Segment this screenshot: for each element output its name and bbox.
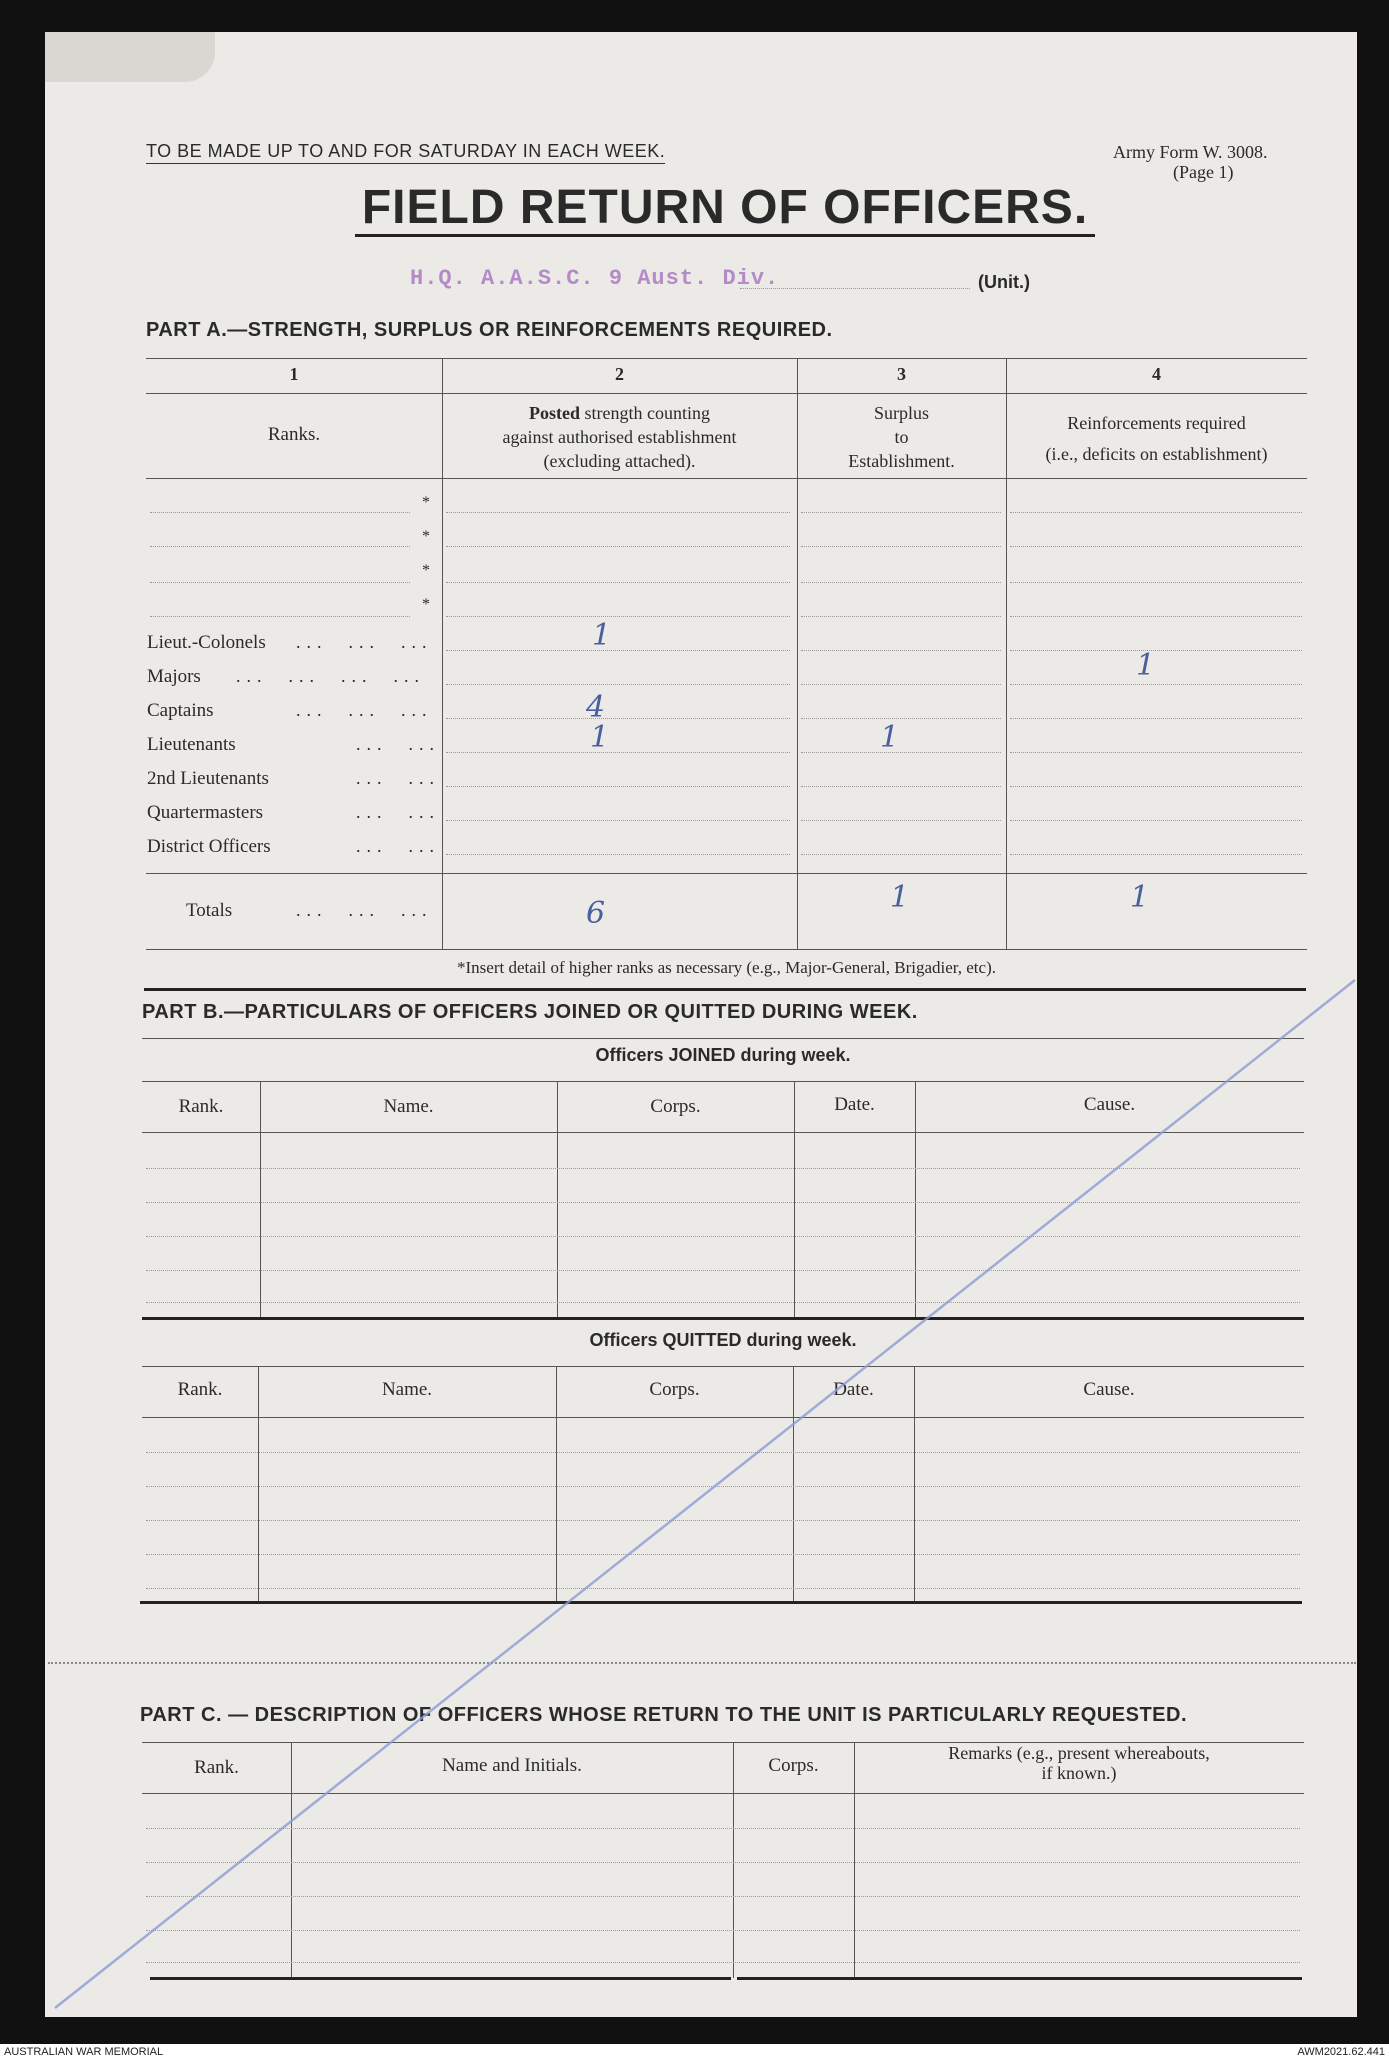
page-number: (Page 1) bbox=[1173, 162, 1234, 182]
part-a-title: PART A.—STRENGTH, SURPLUS OR REINFORCEMENTS REQUIRED. bbox=[146, 319, 833, 341]
rank-2nd-lieutenants: 2nd Lieutenants bbox=[147, 768, 269, 789]
rank-quartermasters: Quartermasters bbox=[147, 802, 264, 823]
rank-majors: Majors bbox=[147, 666, 201, 687]
col-number-3: 3 bbox=[897, 364, 906, 384]
remarks-line1: Remarks (e.g., present whereabouts, bbox=[948, 1743, 1210, 1763]
unit-label: (Unit.) bbox=[978, 272, 1030, 292]
posted-header-line3: (excluding attached). bbox=[543, 451, 696, 471]
joined-col-date: Date. bbox=[834, 1094, 875, 1115]
part-b-title: PART B.—PARTICULARS OF OFFICERS JOINED OR QUITTED DURING WEEK. bbox=[142, 1001, 918, 1023]
quitted-title: Officers QUITTED during week. bbox=[589, 1330, 857, 1350]
joined-title: Officers JOINED during week. bbox=[595, 1045, 851, 1065]
quitted-col-rank: Rank. bbox=[177, 1379, 223, 1400]
surplus-total-entry: 1 bbox=[890, 880, 910, 915]
rank-lieut-colonels: Lieut.-Colonels bbox=[147, 632, 266, 653]
part-c-title: PART C. — DESCRIPTION OF OFFICERS WHOSE RETURN TO THE UNIT IS PARTICULARLY REQUESTED. bbox=[140, 1704, 1188, 1726]
joined-col-name: Name. bbox=[383, 1096, 434, 1117]
asterisk-4: * bbox=[422, 596, 430, 613]
archive-name: AUSTRALIAN WAR MEMORIAL bbox=[4, 2046, 164, 2058]
reinforcements-header-line1: Reinforcements required bbox=[1067, 413, 1246, 433]
rank-district-officers: District Officers bbox=[147, 836, 271, 857]
reinf-majors-entry: 1 bbox=[1136, 648, 1156, 683]
part-a-footnote: *Insert detail of higher ranks as necessary (e.g., Major-General, Brigadier, etc). bbox=[457, 958, 996, 977]
reinforcements-header-line2: (i.e., deficits on establishment) bbox=[1045, 444, 1268, 464]
posted-header-line2: against authorised establishment bbox=[502, 427, 737, 447]
leader-dots: ... ... bbox=[356, 802, 440, 822]
posted-total-entry: 6 bbox=[586, 896, 606, 931]
surplus-header-line1: Surplus bbox=[873, 403, 929, 423]
form-number: Army Form W. 3008. bbox=[1113, 142, 1268, 162]
rank-captains: Captains bbox=[147, 700, 214, 721]
page-title: FIELD RETURN OF OFFICERS. bbox=[355, 182, 1095, 237]
part-c-col-corps: Corps. bbox=[768, 1755, 819, 1776]
archive-footer bbox=[0, 2044, 1389, 2061]
col-number-4: 4 bbox=[1152, 364, 1161, 384]
quitted-col-cause: Cause. bbox=[1083, 1379, 1135, 1400]
leader-dots: ... ... ... bbox=[296, 700, 433, 720]
part-c-col-name: Name and Initials. bbox=[442, 1755, 582, 1776]
reinf-total-entry: 1 bbox=[1130, 880, 1150, 915]
surplus-header-line2: to bbox=[894, 427, 909, 447]
posted-captains-entry: 4 bbox=[586, 690, 606, 725]
instruction-text: TO BE MADE UP TO AND FOR SATURDAY IN EACH WEEK. bbox=[146, 141, 665, 164]
remarks-line2: if known.) bbox=[1041, 1763, 1117, 1783]
joined-col-rank: Rank. bbox=[178, 1096, 224, 1117]
quitted-col-date: Date. bbox=[833, 1379, 874, 1400]
leader-dots: ... ... bbox=[356, 836, 440, 856]
unit-stamp: H.Q. A.A.S.C. 9 Aust. Div. bbox=[410, 266, 780, 291]
asterisk-1: * bbox=[422, 494, 430, 511]
archive-reference: AWM2021.62.441 bbox=[1297, 2046, 1385, 2058]
part-c-col-rank: Rank. bbox=[194, 1757, 239, 1778]
asterisk-2: * bbox=[422, 528, 430, 545]
surplus-lieutenants-entry: 1 bbox=[880, 720, 900, 755]
posted-lieutenants-entry: 1 bbox=[590, 720, 610, 755]
surplus-header-line3: Establishment. bbox=[848, 451, 955, 471]
col-number-1: 1 bbox=[289, 364, 299, 384]
leader-dots: ... ... ... bbox=[296, 900, 433, 920]
leader-dots: ... ... bbox=[356, 768, 440, 788]
quitted-col-name: Name. bbox=[381, 1379, 433, 1400]
posted-lieut-colonels-entry: 1 bbox=[592, 618, 612, 653]
quitted-col-corps: Corps. bbox=[649, 1379, 700, 1400]
joined-col-corps: Corps. bbox=[650, 1096, 701, 1117]
joined-col-cause: Cause. bbox=[1083, 1094, 1136, 1115]
leader-dots: ... ... ... ... bbox=[236, 666, 425, 686]
leader-dots: ... ... bbox=[356, 734, 440, 754]
asterisk-3: * bbox=[422, 562, 430, 579]
posted-header-rest: strength counting bbox=[584, 403, 710, 423]
rank-lieutenants: Lieutenants bbox=[147, 734, 236, 755]
ranks-header: Ranks. bbox=[267, 424, 321, 445]
leader-dots: ... ... ... bbox=[296, 632, 433, 652]
col-number-2: 2 bbox=[615, 364, 624, 384]
posted-header-bold: Posted bbox=[529, 403, 580, 423]
totals-label: Totals bbox=[186, 900, 233, 921]
